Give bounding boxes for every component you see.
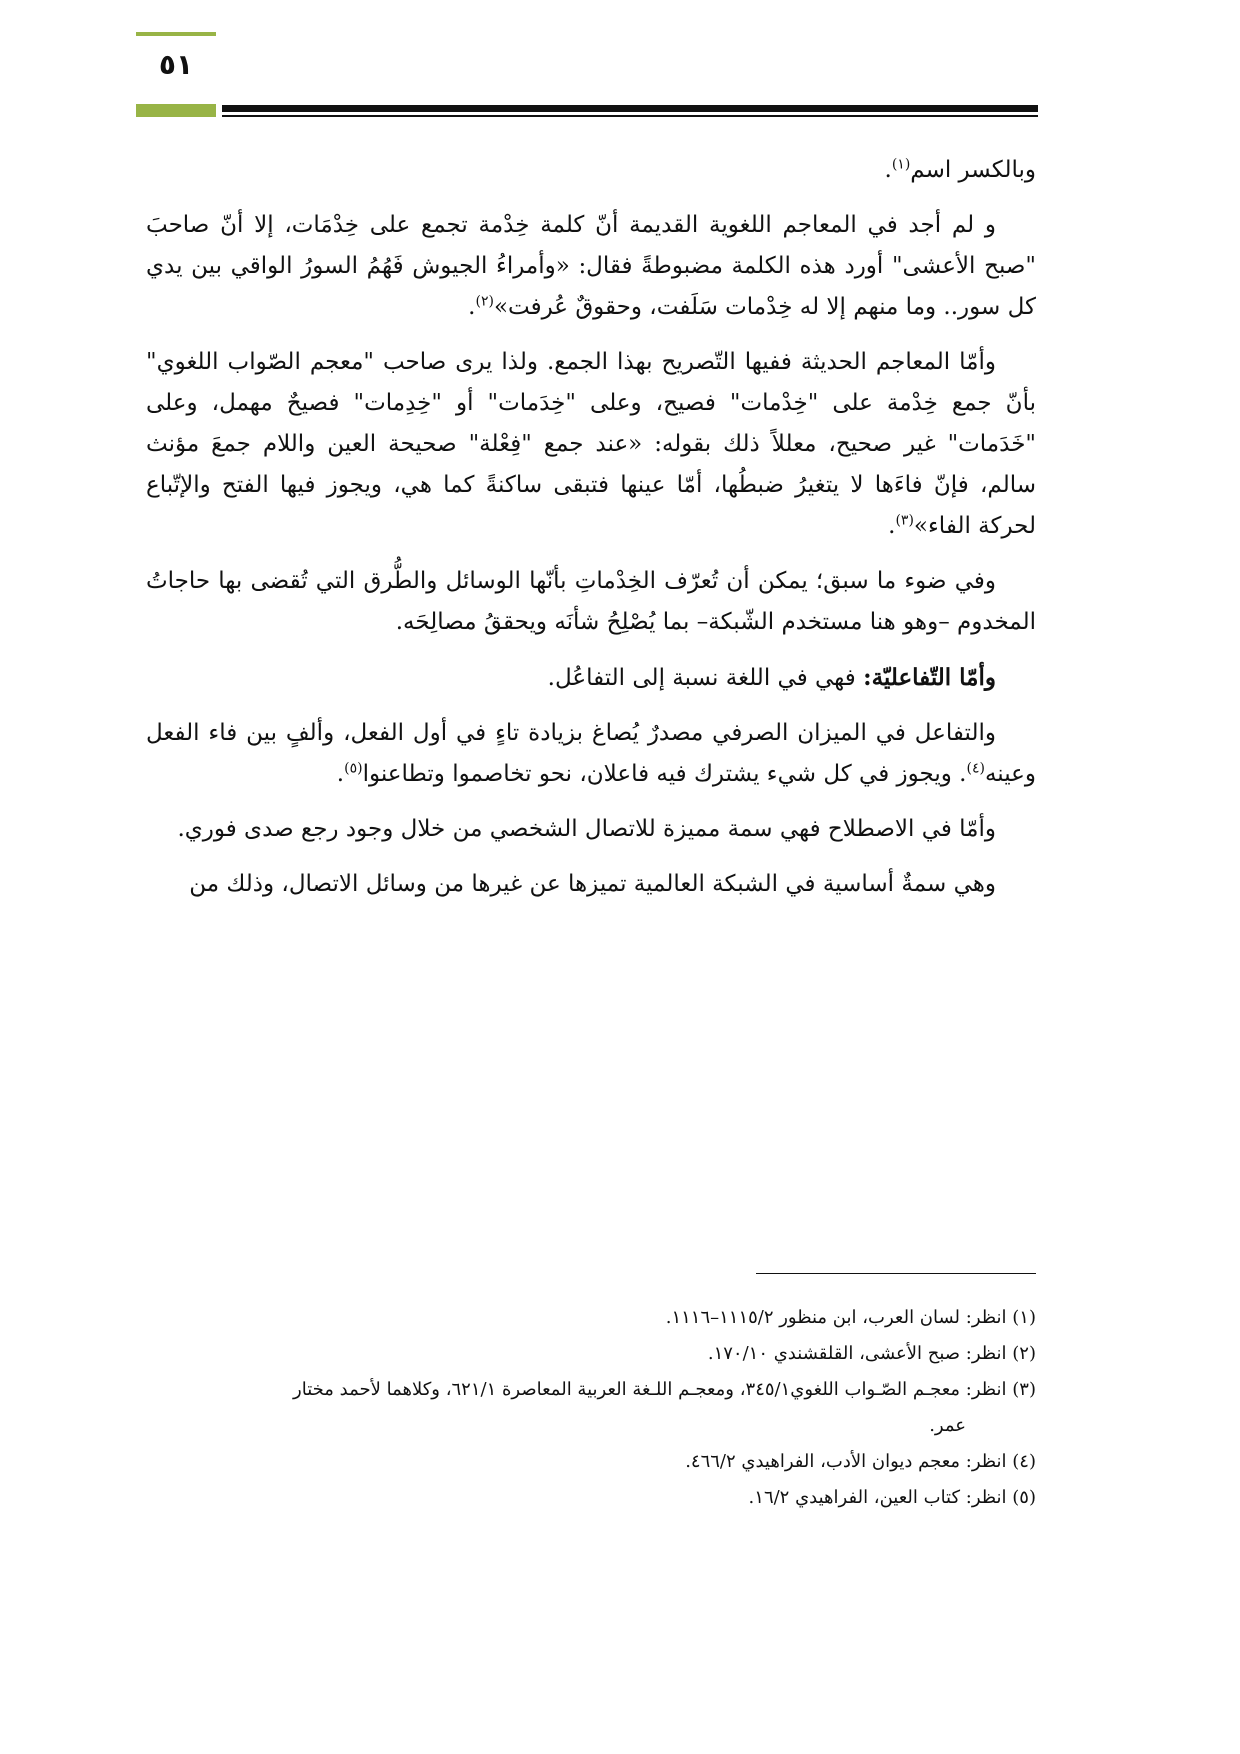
footnote-4: (٤) انظر: معجم ديوان الأدب، الفراهيدي ٤٦٦/٢. xyxy=(685,1451,1036,1472)
page-number: ٥١ xyxy=(158,48,194,81)
footnote-ref-1[interactable]: (١) xyxy=(891,156,911,173)
paragraph-4 xyxy=(146,561,1036,643)
paragraph-5-term: وأمّا التّفاعليّة: xyxy=(863,664,996,691)
header-rule-thick xyxy=(222,105,1038,112)
paragraph-1-end: . xyxy=(884,157,892,183)
footnote-ref-4[interactable]: (٤) xyxy=(966,760,985,777)
paragraph-7-text: وأمّا في الاصطلاح فهي سمة مميزة للاتصال الشخصي من خلال وجود رجع صدى فوري. xyxy=(177,816,996,842)
footnote-ref-5[interactable]: (٥) xyxy=(344,760,363,777)
paragraph-8 xyxy=(146,864,1036,905)
paragraph-6-end: . xyxy=(336,761,345,787)
paragraph-2-end: . xyxy=(468,294,476,320)
paragraph-2 xyxy=(146,205,1036,328)
header-rule-thin xyxy=(222,115,1038,117)
footnote-separator xyxy=(756,1273,1036,1274)
paragraph-5 xyxy=(146,657,1036,699)
body-text xyxy=(146,150,1036,919)
footnotes xyxy=(146,1300,1036,1516)
footnote-2: (٢) انظر: صبح الأعشى، القلقشندي ١٧٠/١٠. xyxy=(707,1343,1036,1364)
footnote-1: (١) انظر: لسان العرب، ابن منظور ١١١٥/٢–١١١٦. xyxy=(665,1307,1036,1328)
paragraph-3 xyxy=(146,342,1036,547)
paragraph-3-text: وأمّا المعاجم الحديثة ففيها التّصريح بهذا الجمع. ولذا يرى صاحب "معجم الصّواب اللغوي" بأنّ جمع خِدْمة على "خِدْمات" فصيح، وعلى "خِدَمات" أو "خِدِمات" فصيحٌ مهمل، وعلى "خَدَمات" غير صحيح، معللاً ذلك بقوله: «عند جمع "فِعْلة" صحيحة العين واللام جمعَ مؤنث سالم، فإنّ فاءَها لا يتغيرُ ضبطُها، أمّا عينها فتبقى ساكنةً كما هي، ويجوز فيها الفتح والإتّباع لحركة الفاء» xyxy=(146,349,1036,539)
paragraph-8-text: وهي سمةٌ أساسية في الشبكة العالمية تميزها عن غيرها من وسائل الاتصال، وذلك من xyxy=(189,871,996,897)
paragraph-6-text: والتفاعل في الميزان الصرفي مصدرٌ يُصاغ بزيادة تاءٍ في أول الفعل، وألفٍ بين فاء الفعل وعينه xyxy=(146,720,1036,787)
paragraph-3-end: . xyxy=(888,513,896,539)
footnote-3: (٣) انظر: معجـم الصّـواب اللغوي٣٤٥/١، ومعجـم اللـغة العربية المعاصرة ٦٢١/١، وكلاهما لأحمد مختار xyxy=(293,1379,1036,1400)
footnote-ref-2[interactable]: (٢) xyxy=(475,293,494,310)
paragraph-5-text: فهي في اللغة نسبة إلى التفاعُل. xyxy=(547,665,864,691)
paragraph-6-mid: . ويجوز في كل شيء يشترك فيه فاعلان، نحو تخاصموا وتطاعنوا xyxy=(362,761,967,787)
paragraph-1-text: وبالكسر اسم xyxy=(910,157,1036,183)
footnote-ref-3[interactable]: (٣) xyxy=(895,512,914,529)
header-green-bar xyxy=(136,104,216,117)
page-number-top-bar xyxy=(136,32,216,36)
footnote-5: (٥) انظر: كتاب العين، الفراهيدي ١٦/٢. xyxy=(748,1487,1036,1508)
paragraph-2-text: و لم أجد في المعاجم اللغوية القديمة أنّ كلمة خِدْمة تجمع على خِدْمَات، إلا أنّ صاحبَ "صبح الأعشى" أورد هذه الكلمة مضبوطةً فقال: «وأمراءُ الجيوش فَهُمُ السورُ الواقي بين يدي كل سور.. وما منهم إلا له خِدْمات سَلَفت، وحقوقٌ عُرفت» xyxy=(146,212,1036,320)
paragraph-6 xyxy=(146,713,1036,795)
paragraph-1 xyxy=(146,150,1036,191)
paragraph-4-text: وفي ضوء ما سبق؛ يمكن أن تُعرّف الخِدْماتِ بأنّها الوسائل والطُّرق التي تُقضى بها حاجاتُ المخدوم –وهو هنا مستخدم الشّبكة– بما يُصْلِحُ شأنَه ويحققُ مصالِحَه. xyxy=(146,568,1036,635)
paragraph-7 xyxy=(146,809,1036,850)
footnote-3-continuation: عمر. xyxy=(929,1415,966,1436)
